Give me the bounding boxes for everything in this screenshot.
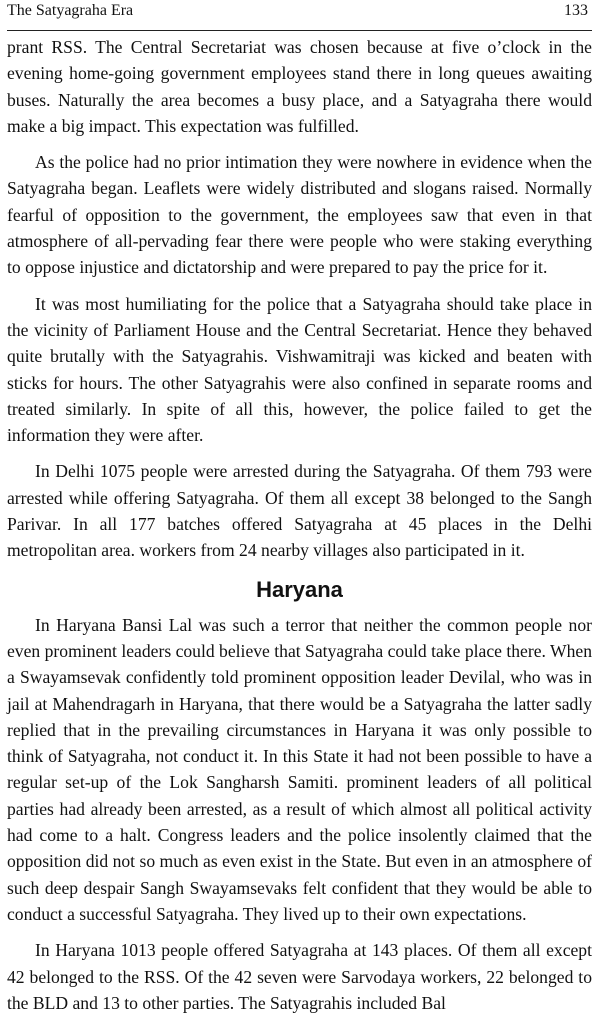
page-header [7, 0, 592, 31]
paragraph-5: In Haryana Bansi Lal was such a terror that neither the common people nor even prominent leaders could believe that Satyagraha could take place there. When a Swayamsevak confidently told prominent opposition leader Devilal, who was in jail at Mahendragarh in Haryana, that there would be a Satyagraha the latter sadly replied that in the prevailing circumstances in Haryana it was only possible to think of Satyagraha, not conduct it. In this State it had not been possible to have a regular set-up of the Lok Sangharsh Samiti. prominent leaders of all political parties had already been arrested, as a result of which almost all political activity had come to a halt. Congress leaders and the police insolently claimed that the opposition did not so much as even exist in the State. But even in an atmosphere of such deep despair Sangh Swayamsevaks felt confident that they would be able to conduct a successful Satyagraha. They lived up to their own expectations. [7, 614, 592, 924]
running-title: The Satyagraha Era [7, 2, 134, 19]
paragraph-4: In Delhi 1075 people were arrested during the Satyagraha. Of them 793 were arrested while offering Satyagraha. Of them all except 38 belonged to the Sangh Parivar. In all 177 batches offered Satyagraha at 45 places in the Delhi metropolitan area. workers from 24 nearby villages also participated in it. [7, 461, 592, 561]
paragraph-3: It was most humiliating for the police that a Satyagraha should take place in the vicinity of Parliament House and the Central Secretariat. Hence they behaved quite brutally with the Satyagrahis. Vishwamitraji was kicked and beaten with sticks for hours. The other Satyagrahis were also confined in separate rooms and treated similarly. In spite of all this, however, the police failed to get the information they were after. [7, 293, 592, 446]
page-number: 133 [564, 2, 588, 19]
paragraph-1: prant RSS. The Central Secretariat was chosen because at five o’clock in the evening home-going government employees stand there in long queues awaiting buses. Naturally the area becomes a busy place, and a Satyagraha there would make a big impact. This expectation was fulfilled. [7, 37, 592, 136]
section-heading-haryana: Haryana [256, 576, 343, 602]
paragraph-2: As the police had no prior intimation they were nowhere in evidence when the Satyagraha began. Leaflets were widely distributed and slogans raised. Normally fearful of opposition to the government, the employees saw that even in that atmosphere of all-pervading fear there were people who were staking everything to oppose injustice and dictatorship and were prepared to pay the price for it. [7, 152, 592, 278]
paragraph-6: In Haryana 1013 people offered Satyagraha at 143 places. Of them all except 42 belonged to the RSS. Of the 42 seven were Sarvodaya workers, 22 belonged to the BLD and 13 to other parties. The Satyagrahis included Bal [7, 940, 592, 1013]
